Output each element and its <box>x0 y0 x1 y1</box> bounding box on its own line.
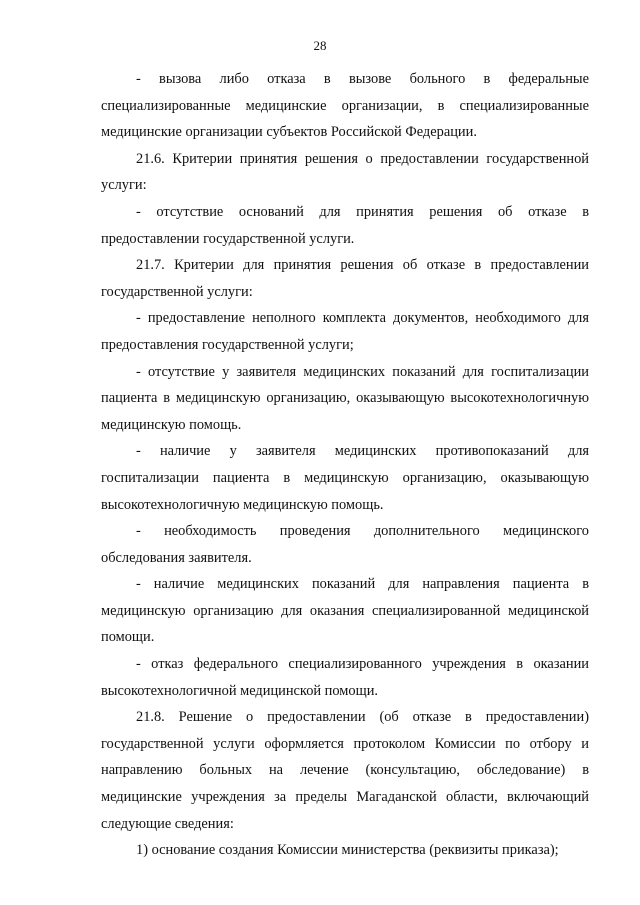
paragraph-incomplete-documents-item: - предоставление неполного комплекта документов, необходимого для предоставления государственной услуги; <box>101 310 589 353</box>
paragraph-additional-examination-item: - необходимость проведения дополнительного медицинского обследования заявителя. <box>101 523 589 566</box>
paragraph-contraindications-item: - наличие у заявителя медицинских противопоказаний для госпитализации пациента в медицинскую организацию, оказывающую высокотехнологичную медицинскую помощь. <box>101 443 589 513</box>
page-number: 28 <box>313 38 327 53</box>
paragraph-no-indications-item: - отсутствие у заявителя медицинских показаний для госпитализации пациента в медицинскую организацию, оказывающую высокотехнологичную медицинскую помощь. <box>101 363 589 433</box>
paragraph-federal-refusal-item: - отказ федерального специализированного учреждения в оказании высокотехнологичной медицинской помощи. <box>101 656 589 699</box>
paragraph-commission-basis-item: 1) основание создания Комиссии министерства (реквизиты приказа); <box>136 842 559 859</box>
paragraph-specialized-care-item: - наличие медицинских показаний для направления пациента в медицинскую организацию для оказания специализированной медицинской помощи. <box>101 576 589 646</box>
paragraph-referral-item: - вызова либо отказа в вызове больного в федеральные специализированные медицинские организации, в специализированные медицинские организации субъектов Российской Федерации. <box>101 71 589 141</box>
document-body <box>101 66 589 864</box>
paragraph-section-21-6-heading: 21.6. Критерии принятия решения о предоставлении государственной услуги: <box>101 150 589 194</box>
paragraph-section-21-7-heading: 21.7. Критерии для принятия решения об отказе в предоставлении государственной услуги: <box>101 257 589 300</box>
paragraph-section-21-8: 21.8. Решение о предоставлении (об отказе в предоставлении) государственной услуги оформляется протоколом Комиссии по отбору и направлению больных на лечение (консультацию, обследование) в медицинские учреждения за пределы Магаданской области, включающий следующие сведения: <box>101 709 589 832</box>
paragraph-no-grounds-item: - отсутствие оснований для принятия решения об отказе в предоставлении государственной услуги. <box>101 203 589 247</box>
